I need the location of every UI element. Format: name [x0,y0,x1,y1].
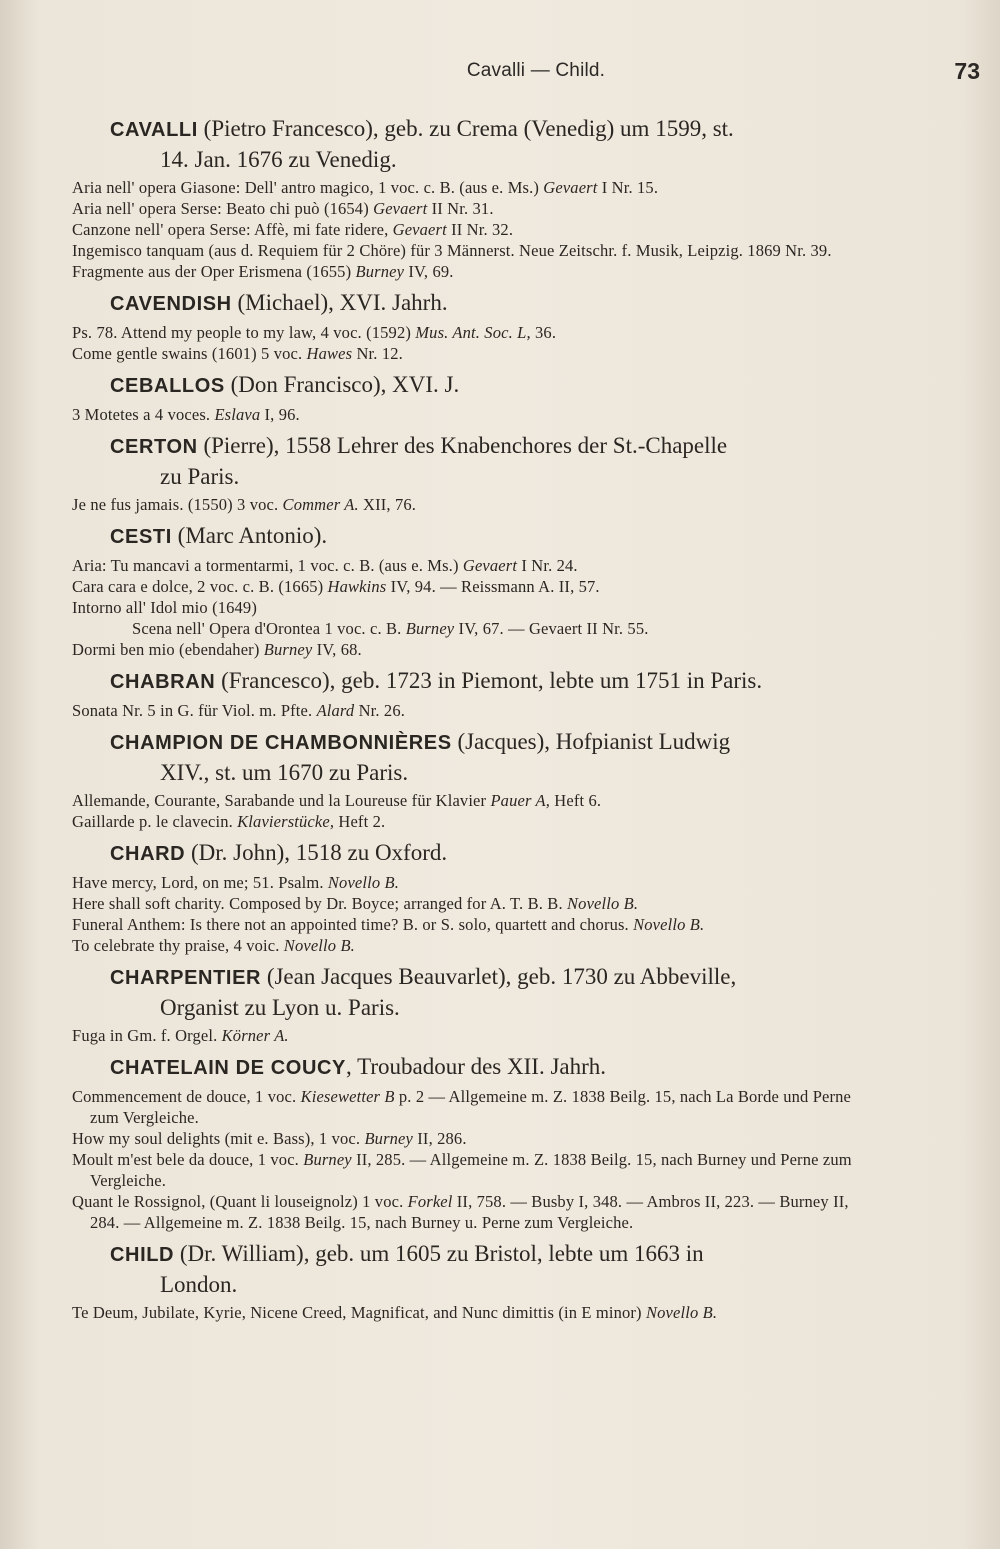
work-title: How my soul delights (mit e. Bass), 1 voc. [72,1129,365,1148]
source-reference: Mus. Ant. Soc. L, [415,323,531,342]
composer-name: CHILD [110,1244,175,1266]
entry-charpentier [72,962,850,1046]
source-location: p. 2 — Allgemeine m. Z. 1838 Beilg. 15, nach La Borde und Perne zum Vergleiche. [90,1087,852,1127]
work-list [72,1025,852,1046]
source-location: IV, 94. — Reissmann A. II, 57. [386,577,600,596]
work-title: Te Deum, Jubilate, Kyrie, Nicene Creed, Magnificat, and Nunc dimittis (in E minor) [72,1303,646,1322]
entry-heading [72,1239,920,1299]
source-reference: Burney [303,1150,352,1169]
source-location: IV, 69. [404,262,454,281]
composer-bio: (Jean Jacques Beauvarlet), geb. 1730 zu Abbeville, [261,964,737,989]
source-location: II Nr. 31. [427,199,494,218]
work-title: Moult m'est bele da douce, 1 voc. [72,1150,304,1169]
entry-heading [72,370,920,401]
composer-bio: (Marc Antonio). [171,523,328,548]
source-location: II Nr. 32. [446,220,514,239]
composer-bio: , Troubadour des XII. Jahrh. [346,1054,607,1079]
work-title: Ps. 78. Attend my people to my law, 4 voc. (1592) [72,323,416,342]
source-reference: Hawes [306,344,353,363]
work-title: Commencement de douce, 1 voc. [72,1087,301,1106]
entry-champion-de-chambonnières [72,727,850,832]
composer-name: CHABRAN [110,671,216,693]
composer-bio-continued: Organist zu Lyon u. Paris. [160,995,400,1020]
work-title: To celebrate thy praise, 4 voic. [72,936,284,955]
work-list [72,872,852,956]
composer-name: CAVALLI [110,119,198,141]
work-item [72,555,852,576]
work-item [72,240,852,261]
entry-chard [72,838,850,956]
work-title: Canzone nell' opera Serse: Affè, mi fate ridere, [72,220,393,239]
work-list [72,1086,852,1233]
work-list [72,1302,852,1323]
entry-ceballos [72,370,850,425]
source-reference: Kiesewetter B [300,1087,395,1106]
work-item [72,1086,852,1128]
work-item [72,177,852,198]
work-list [72,790,852,832]
work-item [72,261,852,282]
work-title: 3 Motetes a 4 voces. [72,405,215,424]
work-item [72,700,852,721]
composer-name: CEBALLOS [110,375,225,397]
dictionary-entries [72,114,850,1323]
entry-heading [72,288,920,319]
work-item [72,1149,852,1191]
source-reference: Novello B. [633,915,705,934]
source-reference: Burney [364,1129,413,1148]
source-location: Heft 6. [550,791,602,810]
source-location: II, 286. [413,1129,467,1148]
entry-heading [72,962,920,1022]
source-reference: Klavierstücke, [237,812,335,831]
composer-bio: (Francesco), geb. 1723 in Piemont, lebte um 1751 in Paris. [215,668,763,693]
entry-cavendish [72,288,850,364]
composer-bio-continued: zu Paris. [160,464,240,489]
work-item [72,1128,852,1149]
source-reference: Commer A. [282,495,359,514]
work-item [72,404,852,425]
work-title: Ingemisco tanquam (aus d. Requiem für 2 Chöre) für 3 Männerst. Neue Zeitschr. f. Musik, Leipzig. 1869 Nr. 39. [72,241,832,260]
work-item [72,343,852,364]
work-title: Aria: Tu mancavi a tormentarmi, 1 voc. c. B. (aus e. Ms.) [72,556,463,575]
work-item [72,811,852,832]
source-reference: Burney [263,640,313,659]
source-location: Nr. 12. [352,344,403,363]
source-location: II, 285. — Allgemeine m. Z. 1838 Beilg. 15, nach Burney und Perne zum Vergleiche. [90,1150,852,1190]
composer-bio-continued: London. [160,1272,238,1297]
work-title: Quant le Rossignol, (Quant li louseignolz) 1 voc. [72,1192,408,1211]
source-reference: Hawkins [327,577,387,596]
source-location: 36. [530,323,557,342]
entry-cesti [72,521,850,660]
source-location: I Nr. 15. [597,178,659,197]
composer-bio-continued: 14. Jan. 1676 zu Venedig. [160,147,397,172]
work-item [72,790,852,811]
work-item [72,914,852,935]
source-location: IV, 68. [312,640,362,659]
entry-child [72,1239,850,1323]
work-list [72,700,852,721]
entry-heading [72,114,920,174]
entry-heading [72,431,920,491]
work-title: Sonata Nr. 5 in G. für Viol. m. Pfte. [72,701,317,720]
work-title: Fuga in Gm. f. Orgel. [72,1026,222,1045]
work-title: Gaillarde p. le clavecin. [72,812,238,831]
work-item [72,893,852,914]
source-reference: Novello B. [283,936,355,955]
source-location: I Nr. 24. [517,556,578,575]
running-title: Cavalli — Child. [466,60,606,81]
entry-chatelain-de-coucy [72,1052,850,1233]
work-item [72,935,852,956]
work-title: Have mercy, Lord, on me; 51. Psalm. [72,873,328,892]
work-title: Intorno all' Idol mio (1649) [72,598,257,617]
source-reference: Gevaert [392,220,447,239]
composer-name: CAVENDISH [110,293,232,315]
work-title: Here shall soft charity. Composed by Dr. Boyce; arranged for A. T. B. B. [72,894,568,913]
composer-bio-continued: XIV., st. um 1670 zu Paris. [160,760,409,785]
source-location: XII, 76. [358,495,417,514]
work-title: Aria nell' opera Giasone: Dell' antro magico, 1 voc. c. B. (aus e. Ms.) [72,178,544,197]
composer-name: CHARPENTIER [110,967,262,989]
composer-name: CERTON [110,436,198,458]
composer-bio: (Michael), XVI. Jahrh. [231,290,448,315]
work-title: Aria nell' opera Serse: Beato chi può (1654) [72,199,374,218]
source-reference: Burney [355,262,405,281]
work-title: Funeral Anthem: Is there not an appointed time? B. or S. solo, quartett and chorus. [72,915,634,934]
source-location: Heft 2. [334,812,386,831]
entry-chabran [72,666,850,721]
work-title: Come gentle swains (1601) 5 voc. [72,344,307,363]
composer-bio: (Jacques), Hofpianist Ludwig [451,729,731,754]
source-reference: Pauer A, [490,791,551,810]
work-item [72,494,852,515]
composer-bio: (Don Francisco), XVI. J. [224,372,460,397]
source-reference: Novello B. [645,1303,718,1322]
work-title: Allemande, Courante, Sarabande und la Loureuse für Klavier [72,791,491,810]
composer-name: CESTI [110,526,172,548]
entry-cavalli [72,114,850,282]
work-list [72,322,852,364]
source-reference: Körner A. [221,1026,289,1045]
source-location: Nr. 26. [354,701,405,720]
work-list [72,177,852,282]
work-list [72,404,852,425]
source-reference: Eslava [214,405,261,424]
work-title: Scena nell' Opera d'Orontea 1 voc. c. B. [132,619,406,638]
work-item [72,219,852,240]
source-reference: Novello B. [327,873,400,892]
entry-heading [72,727,920,787]
work-item [72,1302,852,1323]
page-header [72,58,980,92]
entry-certon [72,431,850,515]
work-list [72,494,852,515]
work-item [72,198,852,219]
source-location: II, 758. — Busby I, 348. — Ambros II, 223. — Burney II, 284. — Allgemeine m. Z. 1838 Beilg. 15, nach Burney u. Perne zum Vergleiche. [90,1192,849,1232]
composer-name: CHAMPION DE CHAMBONNIÈRES [110,732,452,754]
composer-bio: (Pietro Francesco), geb. zu Crema (Venedig) um 1599, st. [197,116,734,141]
work-title: Je ne fus jamais. (1550) 3 voc. [72,495,283,514]
entry-heading [72,666,920,697]
work-item [72,1025,852,1046]
work-item [72,639,852,660]
composer-name: CHARD [110,843,186,865]
composer-bio: (Dr. William), geb. um 1605 zu Bristol, lebte um 1663 in [174,1241,704,1266]
page-number: 73 [954,58,980,84]
source-reference: Novello B. [567,894,639,913]
composer-bio: (Pierre), 1558 Lehrer des Knabenchores der St.-Chapelle [197,433,728,458]
work-item [72,618,852,639]
source-reference: Alard [316,701,355,720]
work-title: Fragmente aus der Oper Erismena (1655) [72,262,356,281]
work-list [72,555,852,660]
source-location: IV, 67. — Gevaert II Nr. 55. [454,619,649,638]
composer-bio: (Dr. John), 1518 zu Oxford. [185,840,448,865]
entry-heading [72,838,920,869]
entry-heading [72,521,920,552]
source-reference: Gevaert [373,199,428,218]
work-title: Cara cara e dolce, 2 voc. c. B. (1665) [72,577,328,596]
work-item [72,576,852,597]
composer-name: CHATELAIN DE COUCY [110,1057,346,1079]
work-item [72,872,852,893]
entry-heading [72,1052,920,1083]
work-item [72,597,852,618]
work-item [72,1191,852,1233]
source-reference: Forkel [407,1192,453,1211]
work-title: Dormi ben mio (ebendaher) [72,640,264,659]
work-item [72,322,852,343]
source-location: I, 96. [260,405,300,424]
source-reference: Gevaert [462,556,518,575]
source-reference: Gevaert [543,178,598,197]
source-reference: Burney [405,619,455,638]
